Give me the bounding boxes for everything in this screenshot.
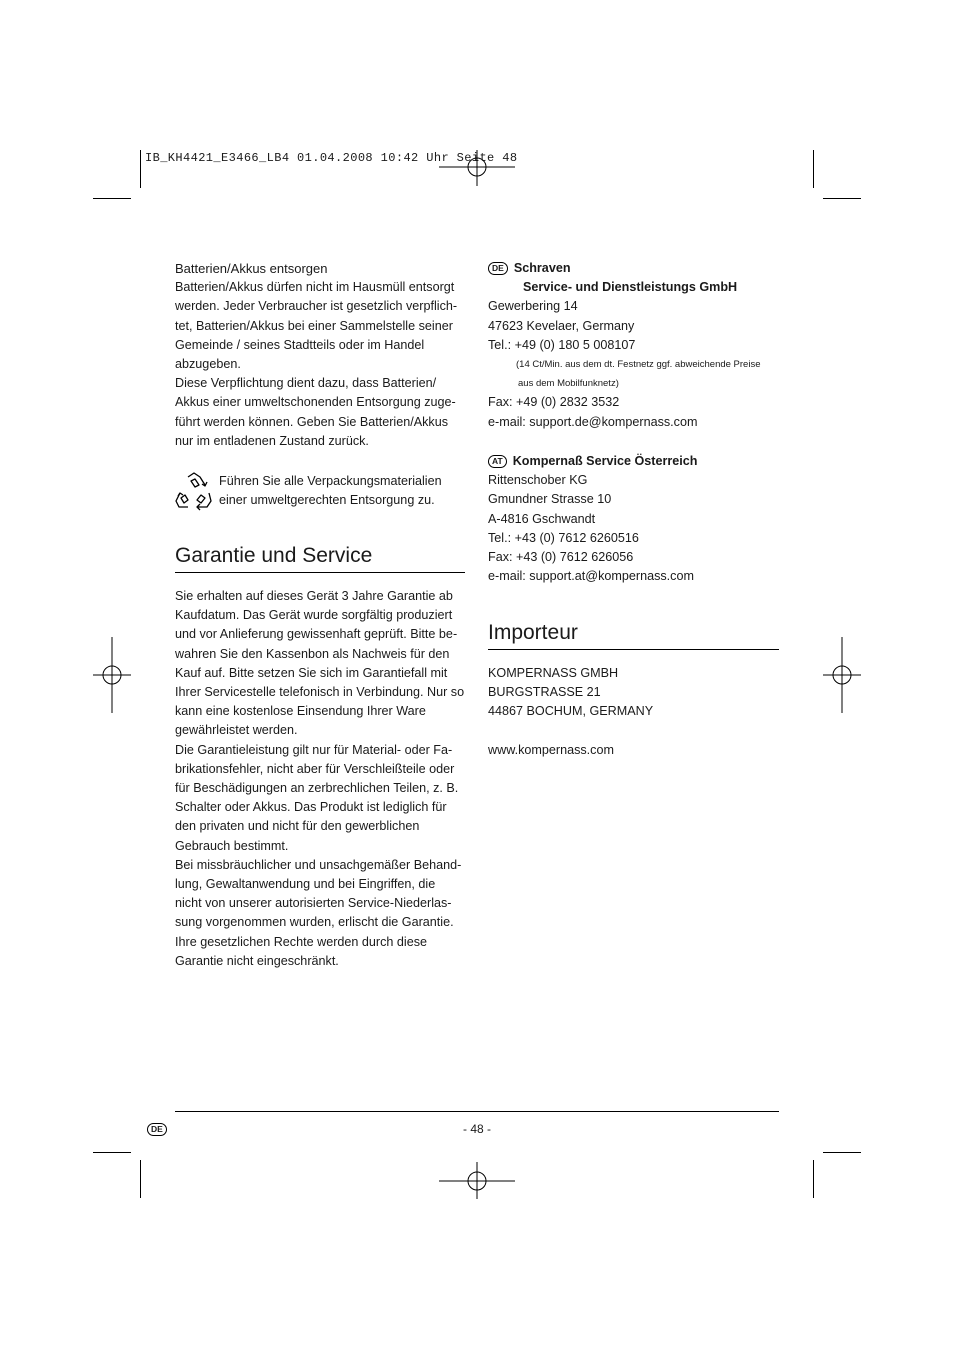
warranty-line: kann eine kostenlose Einsendung Ihrer Ware [175,704,426,719]
warranty-section [175,543,465,573]
warranty-line: Sie erhalten auf dieses Gerät 3 Jahre Garantie ab [175,589,453,603]
importer-line: 44867 BOCHUM, GERMANY [488,704,654,719]
battery-line: Batterien/Akkus dürfen nicht im Hausmüll entsorgt [175,280,455,295]
battery-heading: Batterien/Akkus entsorgen [175,261,328,276]
service-de-email: e-mail: support.de@kompernass.com [488,414,698,429]
importer-section [488,620,779,650]
service-at-name: Kompernaß Service Österreich [512,454,698,468]
print-header: IB_KH4421_E3466_LB4 01.04.2008 10:42 Uhr Seite 48 [145,151,518,165]
service-de-fax: Fax: +49 (0) 2832 3532 [488,395,620,410]
battery-line: tet, Batterien/Akkus bei einer Sammelstelle seiner [175,318,453,333]
warranty-line: Die Garantieleistung gilt nur für Material- oder Fa- [175,742,453,757]
warranty-line: den privaten und nicht für den gewerblichen [175,819,420,834]
warranty-line: gewährleistet werden. [175,723,298,738]
warranty-line: Kauf auf. Bitte setzen Sie sich im Garantiefall mit [175,665,448,680]
warranty-line: nicht von unserer autorisierten Service-Niederlas- [175,896,452,911]
battery-line: Diese Verpflichtung dient dazu, dass Batterien/ [175,376,437,391]
warranty-line: und vor Anlieferung gewissenhaft geprüft. Bitte be- [175,627,458,642]
warranty-line: lung, Gewaltanwendung und bei Eingriffen, die [175,877,436,892]
battery-section [175,259,470,451]
importer-title: Importeur [488,620,779,650]
warranty-line: Bei missbräuchlicher und unsachgemäßer Behand- [175,857,462,872]
service-at-company: Rittenschober KG [488,473,588,488]
warranty-line: Garantie nicht eingeschränkt. [175,953,339,968]
recycle-icon [174,471,214,511]
warranty-line: Gebrauch bestimmt. [175,838,289,853]
battery-line: nur im entladenen Zustand zurück. [175,433,369,448]
page-number: - 48 - [462,1122,491,1136]
warranty-line: sung vorgenommen wurden, erlischt die Garantie. [175,915,454,930]
recycle-line: einer umweltgerechten Entsorgung zu. [219,493,435,508]
service-de-name: Schraven [513,261,571,275]
service-at [488,452,783,586]
warranty-line: für Beschädigungen an zerbrechlichen Teilen, z. B. [175,781,459,796]
battery-line: abzugeben. [175,357,241,372]
country-badge-de: DE [488,262,508,275]
service-de-city: 47623 Kevelaer, Germany [488,318,635,333]
warranty-line: Ihre gesetzlichen Rechte werden durch diese [175,934,428,949]
country-badge-at: AT [488,455,507,468]
warranty-line: Schalter oder Akkus. Das Produkt ist lediglich für [175,800,447,815]
warranty-line: Ihrer Servicestelle telefonisch in Verbindung. Nur so [175,685,465,700]
footer-rule [175,1111,779,1112]
service-at-tel: Tel.: +43 (0) 7612 6260516 [488,530,639,545]
footer-country-badge: DE [147,1123,167,1136]
service-de-note: aus dem Mobilfunknetz) [518,378,619,390]
service-de [488,259,783,432]
warranty-line: Kaufdatum. Das Gerät wurde sorgfältig produziert [175,608,453,623]
service-at-city: A-4816 Gschwandt [488,511,596,526]
warranty-body [175,587,470,971]
service-de-street: Gewerbering 14 [488,299,578,314]
service-at-fax: Fax: +43 (0) 7612 626056 [488,550,634,565]
service-at-street: Gmundner Strasse 10 [488,492,612,507]
warranty-line: brikationsfehler, nicht aber für Verschleißteile oder [175,761,455,776]
recycle-text [219,472,469,510]
battery-line: Akkus einer umweltschonenden Entsorgung zuge- [175,395,456,410]
recycle-line: Führen Sie alle Verpackungsmaterialien [219,474,442,488]
warranty-title: Garantie und Service [175,543,465,573]
battery-line: Gemeinde / seines Stadtteils oder im Handel [175,337,425,352]
service-de-tel: Tel.: +49 (0) 180 5 008107 [488,337,636,352]
warranty-line: wahren Sie den Kassenbon als Nachweis für den [175,646,450,661]
importer-body [488,664,779,760]
service-at-email: e-mail: support.at@kompernass.com [488,569,694,584]
importer-line: KOMPERNASS GMBH [488,666,619,680]
service-de-note: (14 Ct/Min. aus dem dt. Festnetz ggf. abweichende Preise [516,359,761,371]
battery-line: führt werden können. Geben Sie Batterien/Akkus [175,414,449,429]
importer-line: BURGSTRASSE 21 [488,685,601,700]
battery-line: werden. Jeder Verbraucher ist gesetzlich verpflich- [175,299,458,314]
importer-website: www.kompernass.com [488,742,614,757]
service-de-name2: Service- und Dienstleistungs GmbH [523,280,738,295]
